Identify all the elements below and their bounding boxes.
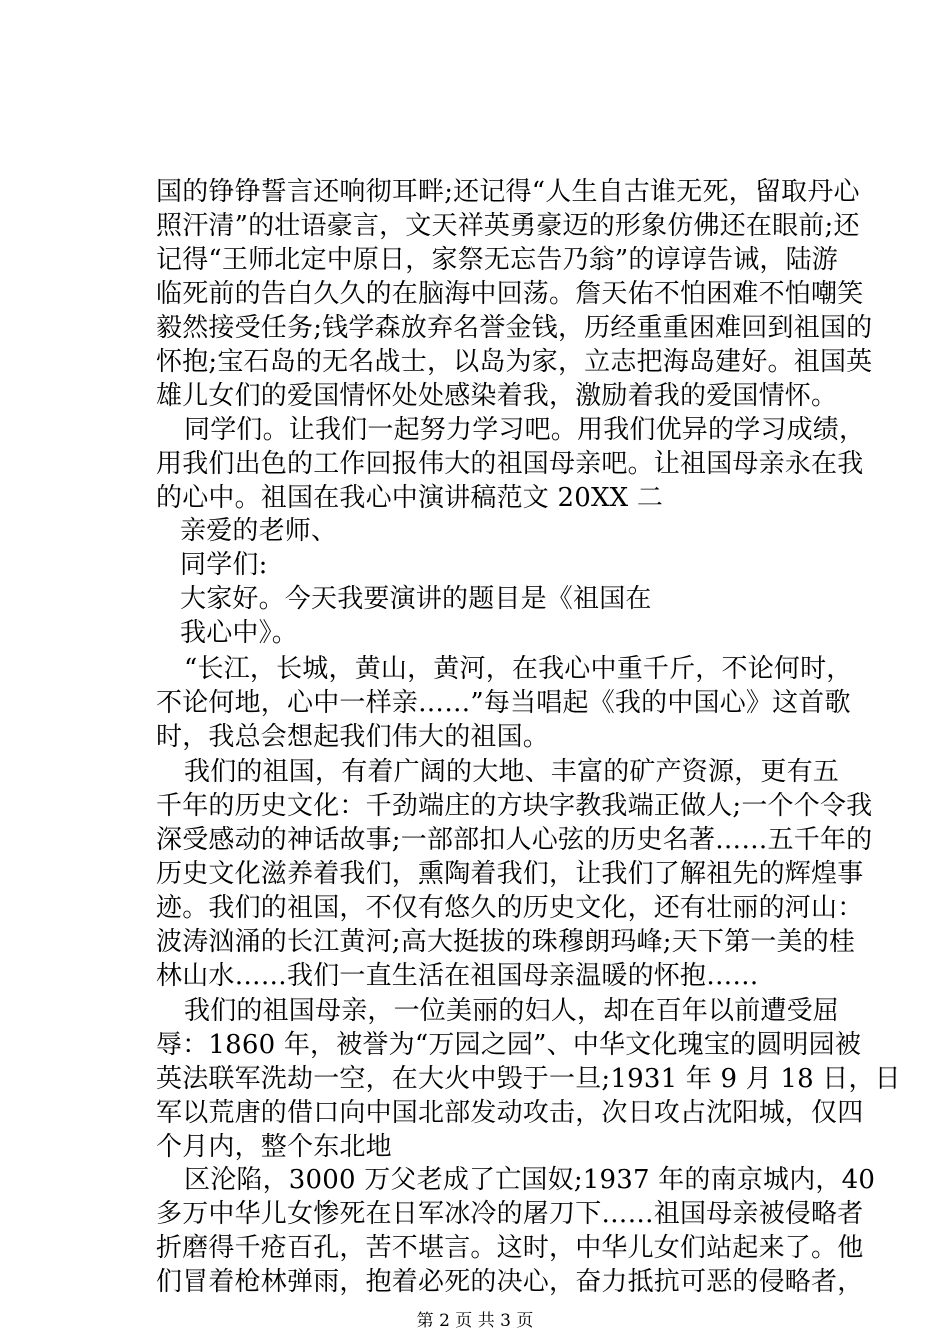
text-line: 临死前的告白久久的在脑海中回荡。詹天佑不怕困难不怕嘲笑 <box>156 279 864 309</box>
text-line: 区沦陷，3000 万父老成了亡国奴;1937 年的南京城内，40 <box>184 1165 876 1195</box>
text-line: 国的铮铮誓言还响彻耳畔;还记得“人生自古谁无死，留取丹心 <box>156 177 860 207</box>
text-line: 辱：1860 年，被誉为“万园之园”、中华文化瑰宝的圆明园被 <box>156 1030 862 1060</box>
text-line: 不论何地，心中一样亲……”每当唱起《我的中国心》这首歌 <box>156 688 851 718</box>
text-line: 我们的祖国，有着广阔的大地、丰富的矿产资源，更有五 <box>184 757 840 787</box>
text-line: 军以荒唐的借口向中国北部发动攻击，次日攻占沈阳城，仅四 <box>156 1098 864 1128</box>
text-line: 大家好。今天我要演讲的题目是《祖国在 <box>180 584 652 614</box>
text-line: 同学们: <box>180 550 268 580</box>
text-line: 亲爱的老师、 <box>180 516 338 546</box>
text-line: 时，我总会想起我们伟大的祖国。 <box>156 722 550 752</box>
text-line: 英法联军洗劫一空，在大火中毁于一旦;1931 年 9 月 18 日，日 <box>156 1064 901 1094</box>
text-line: 怀抱;宝石岛的无名战士，以岛为家，立志把海岛建好。祖国英 <box>156 347 873 377</box>
text-line: “长江，长城，黄山，黄河，在我心中重千斤，不论何时， <box>184 654 853 684</box>
text-line: 照汗清”的壮语豪言，文天祥英勇豪迈的形象仿佛还在眼前;还 <box>156 211 860 241</box>
text-line: 雄儿女们的爱国情怀处处感染着我，激励着我的爱国情怀。 <box>156 381 838 411</box>
text-line: 的心中。祖国在我心中演讲稿范文 20XX 二 <box>156 483 664 513</box>
text-line: 用我们出色的工作回报伟大的祖国母亲吧。让祖国母亲永在我 <box>156 449 864 479</box>
text-line: 林山水……我们一直生活在祖国母亲温暖的怀抱…… <box>156 961 759 991</box>
text-line: 们冒着枪林弹雨，抱着必死的决心，奋力抵抗可恶的侵略者， <box>156 1267 864 1297</box>
text-line: 折磨得千疮百孔，苦不堪言。这时，中华儿女们站起来了。他 <box>156 1233 864 1263</box>
text-line: 个月内，整个东北地 <box>156 1132 392 1162</box>
text-line: 我心中》。 <box>180 618 299 648</box>
text-line: 深受感动的神话故事;一部部扣人心弦的历史名著……五千年的 <box>156 825 873 855</box>
text-line: 迹。我们的祖国，不仅有悠久的历史文化，还有壮丽的河山： <box>156 893 864 923</box>
text-line: 历史文化滋养着我们，熏陶着我们，让我们了解祖先的辉煌事 <box>156 859 864 889</box>
text-line: 波涛汹涌的长江黄河;高大挺拔的珠穆朗玛峰;天下第一美的桂 <box>156 927 856 957</box>
text-line: 多万中华儿女惨死在日军冰冷的屠刀下……祖国母亲被侵略者 <box>156 1199 864 1229</box>
text-line: 同学们。让我们一起努力学习吧。用我们优异的学习成绩， <box>184 415 866 445</box>
text-line: 毅然接受任务;钱学森放弃名誉金钱，历经重重困难回到祖国的 <box>156 313 873 343</box>
text-line: 我们的祖国母亲，一位美丽的妇人，却在百年以前遭受屈 <box>184 996 840 1026</box>
page-number-footer: 第 2 页 共 3 页 <box>416 1311 534 1331</box>
text-line: 千年的历史文化：千劲端庄的方块字教我端正做人;一个个令我 <box>156 791 873 821</box>
text-line: 记得“王师北定中原日，家祭无忘告乃翁”的谆谆告诫，陆游 <box>156 245 838 275</box>
